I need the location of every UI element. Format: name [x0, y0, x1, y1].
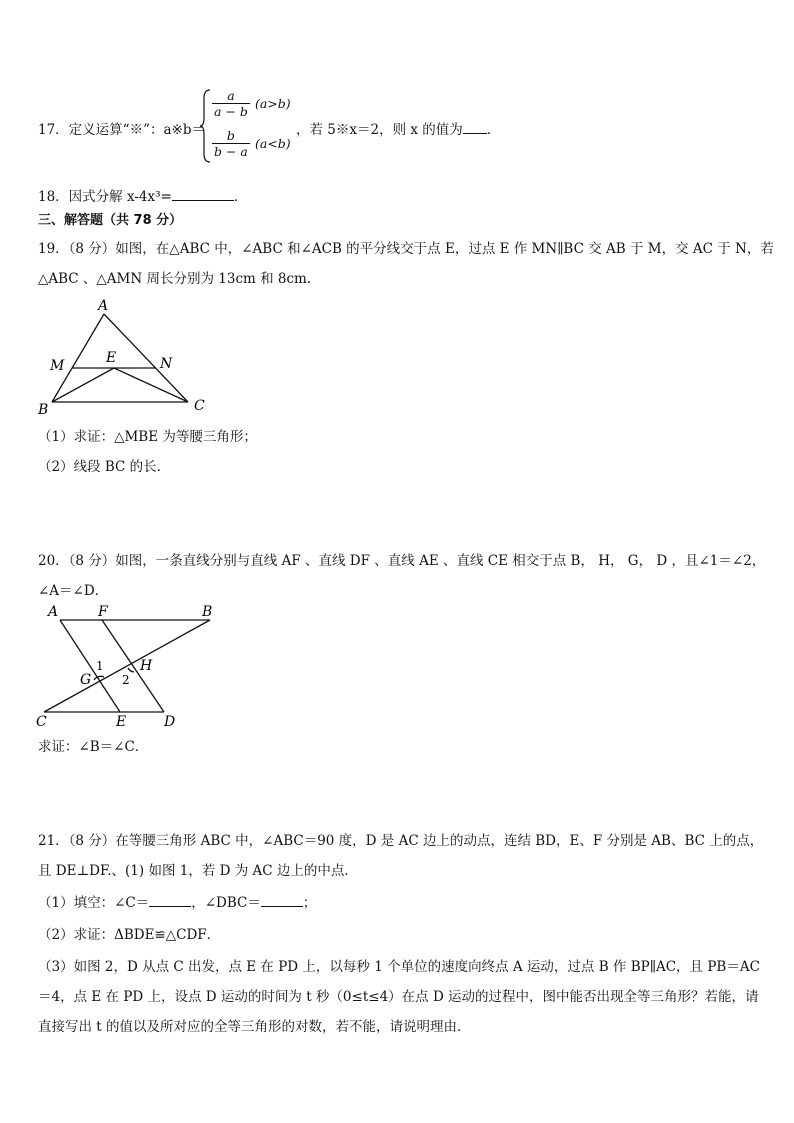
q21-sub-1 [38, 894, 316, 912]
q21-sub1-part-b: ，∠DBC＝ [191, 895, 261, 911]
q19-sub-1: （1）求证：△MBE 为等腰三角形； [38, 429, 257, 445]
q21-sub-3-line-2: ＝4，点 E 在 PD 上，设点 D 运动的时间为 t 秒（0≤t≤4）在点 D 运动的过程中，图中能否出现全等三角形？若能，请 [38, 989, 759, 1005]
q20-label-d: D [164, 714, 176, 730]
q20-line-1: 20．（8 分）如图，一条直线分别与直线 AF 、直线 DF 、直线 AE 、直线 CE 相交于点 B， H， G， D ，且∠1＝∠2， [38, 553, 766, 569]
q21-sub-3-line-1: （3）如图 2，D 从点 C 出发，点 E 在 PD 上，以每秒 1 个单位的速度向终点 A 运动，过点 B 作 BP∥AC，且 PB＝AC [38, 959, 760, 975]
q21-sub-3-line-3: 直接写出 t 的值以及所对应的全等三角形的对数，若不能，请说明理由． [38, 1019, 471, 1035]
q17-prefix: 17．定义运算“※”：a※b＝ [38, 122, 205, 138]
section-heading: 三、解答题（共 78 分） [38, 213, 183, 228]
q19-label-a: A [98, 298, 109, 314]
q21-line-1: 21．（8 分）在等腰三角形 ABC 中，∠ABC＝90 度，D 是 AC 边上的动点，连结 BD，E、F 分别是 AB、BC 上的点， [38, 833, 764, 849]
q21-line-2: 且 DE⊥DF.、(1) 如图 1，若 D 为 AC 边上的中点． [38, 863, 358, 879]
q17-suffix [296, 118, 500, 138]
q17-case-1 [212, 88, 291, 119]
q19-triangle-figure [36, 296, 216, 418]
q18-end: ． [233, 189, 248, 205]
q20-parallel-lines-figure [34, 600, 224, 730]
q19-side-ac [104, 314, 188, 402]
q20-prove: 求证：∠B＝∠C． [38, 739, 149, 755]
q21-sub1-part-c: ； [302, 895, 317, 911]
q20-label-e: E [116, 714, 127, 730]
q17-case2-fraction [212, 128, 250, 159]
q19-label-m: M [50, 358, 65, 374]
question-17 [38, 86, 758, 166]
q19-line-1: 19．（8 分）如图，在△ABC 中，∠ABC 和∠ACB 的平分线交于点 E，过点 E 作 MN∥BC 交 AB 于 M，交 AC 于 N，若 [38, 241, 774, 257]
q17-case2-numerator: b [212, 128, 250, 144]
q20-label-angle-2: 2 [122, 673, 130, 687]
q17-case2-condition: (a<b) [254, 136, 291, 151]
q20-angle-2-arc [128, 668, 134, 672]
q20-label-a: A [48, 604, 59, 620]
question-18 [38, 188, 247, 206]
q17-end: ． [486, 122, 501, 138]
q21-blank-angle-c [149, 894, 191, 907]
q21-blank-angle-dbc [261, 894, 303, 907]
q20-line-2: ∠A＝∠D． [38, 583, 109, 599]
q17-case1-fraction [212, 88, 250, 119]
q19-label-c: C [194, 398, 205, 414]
q18-answer-blank [172, 188, 234, 201]
q20-label-h: H [140, 658, 153, 674]
q17-suffix-text: ，若 5※x＝2，则 x 的值为 [296, 122, 463, 138]
q21-sub-2: （2）求证：ΔBDE≌△CDF． [38, 927, 221, 943]
q18-text: 18．因式分解 x-4x³= [38, 189, 172, 205]
q19-label-b: B [38, 402, 49, 418]
piecewise-brace-icon [200, 88, 212, 164]
q20-label-b: B [202, 604, 213, 620]
q19-label-n: N [160, 356, 173, 372]
q20-label-f: F [98, 604, 108, 620]
q17-answer-blank [463, 121, 487, 134]
q20-label-g: G [80, 672, 92, 688]
q19-label-e: E [106, 350, 117, 366]
q19-sub-2: （2）线段 BC 的长. [38, 459, 161, 475]
q17-case1-condition: (a>b) [254, 96, 291, 111]
q19-line-2: △ABC 、△AMN 周长分别为 13cm 和 8cm. [38, 271, 312, 287]
q19-bisector-ce [114, 368, 188, 402]
q17-case1-numerator: a [212, 88, 250, 104]
q17-case1-denominator: a − b [214, 104, 248, 119]
q17-case2-denominator: b − a [214, 144, 248, 159]
q20-label-c: C [36, 714, 47, 730]
q17-case-2 [212, 128, 291, 159]
q20-label-angle-1: 1 [96, 659, 104, 673]
q21-sub1-part-a: （1）填空：∠C＝ [38, 895, 150, 911]
